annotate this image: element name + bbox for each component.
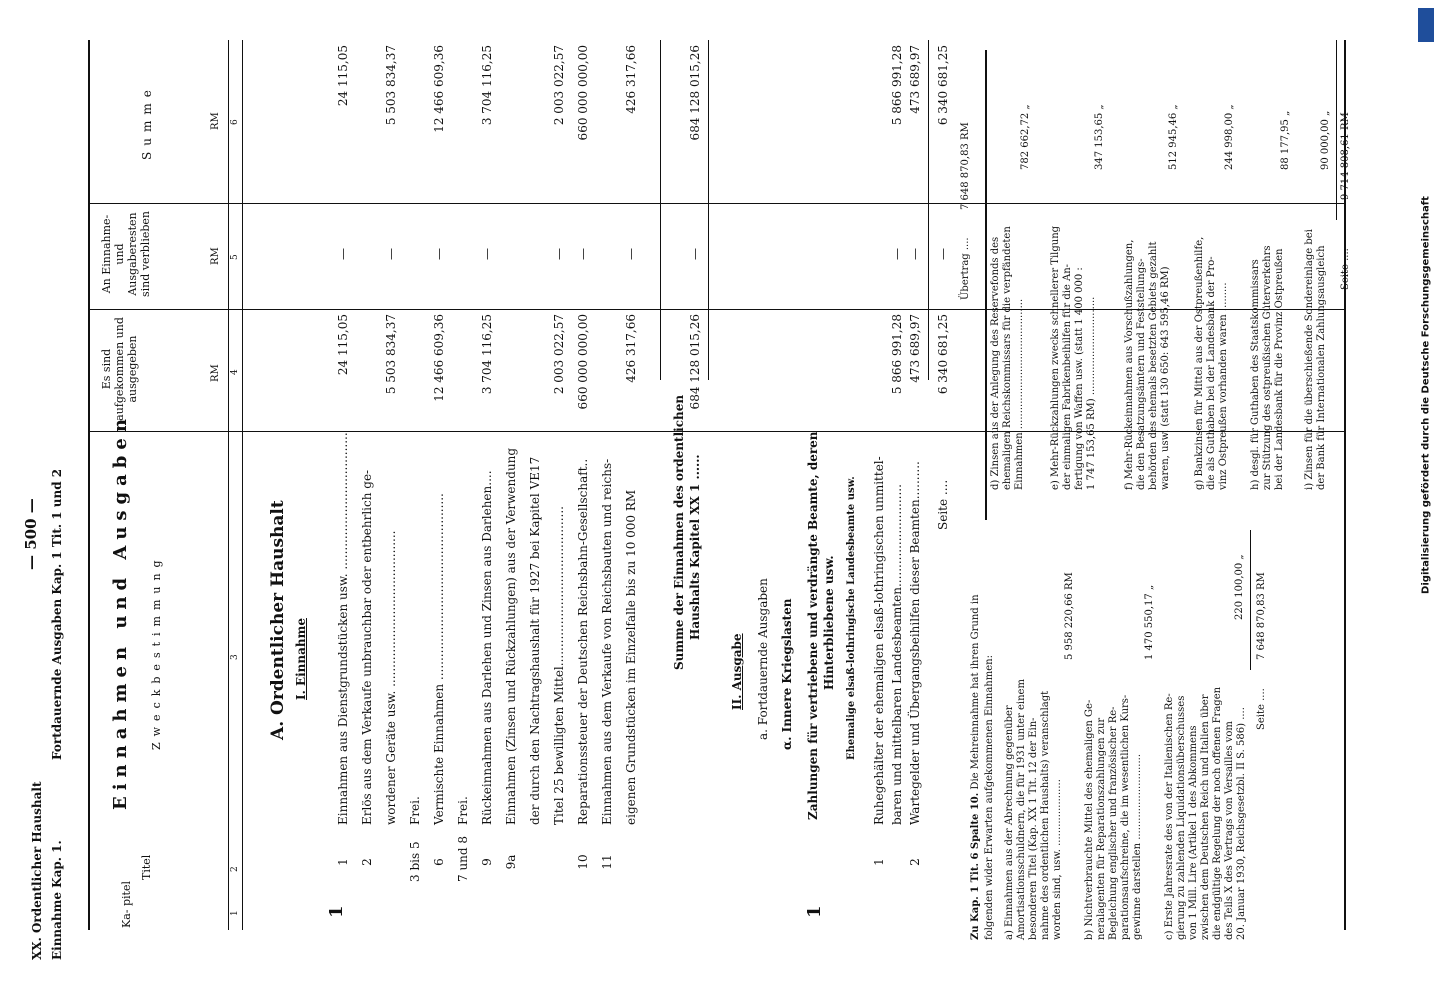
row-rest: — <box>480 248 494 260</box>
note-c-amount: 220 100,00 „ <box>1234 554 1245 620</box>
sum-rule-bottom <box>708 40 709 380</box>
seite-rule <box>928 40 929 380</box>
notes-title: Zu Kap. 1 Tit. 6 Spalte 10. <box>970 792 981 940</box>
row-titel: 1 <box>336 858 350 866</box>
row-amount: 24 115,05 <box>336 314 350 376</box>
row-sum: 5 866 991,28 <box>890 45 904 126</box>
note-line: der einmaligen Fabrikenbeihilfen für die An- <box>1062 263 1073 490</box>
note-line: neralagenten für Reparationszahlungen zur <box>1096 717 1107 940</box>
seite-rest: — <box>936 248 950 260</box>
row-text: Ruhegehälter der ehemaligen elsaß-lothringischen unmittel- <box>872 456 886 825</box>
dfg-logo <box>1418 8 1434 42</box>
uebertrag-label: Übertrag .... <box>960 237 971 300</box>
row-sum: 473 689,97 <box>908 45 922 114</box>
notes-top-rule <box>985 50 987 520</box>
row-amount: 473 689,97 <box>908 314 922 383</box>
note-line: Begleichung englischer und französischer Re- <box>1108 706 1119 940</box>
row-text: Frei. <box>456 796 470 825</box>
sum-label-2: Haushalts Kapitel XX 1 ...... <box>688 454 702 640</box>
sum-rest: — <box>688 248 702 260</box>
row-titel: 7 und 8 <box>456 835 470 882</box>
header-left-2: Einnahme Kap. 1. <box>50 840 64 960</box>
header-col4: Es sind aufgekommen und ausgegeben <box>100 317 139 421</box>
header-left-1: XX. Ordentlicher Haushalt <box>30 781 44 960</box>
kapitel-1-einnahme: 1 <box>326 905 347 918</box>
row-rest: — <box>624 248 638 260</box>
row-titel: 2 <box>908 858 922 866</box>
header-col5: An Einnahme- und Ausgaberesten sind verblieben <box>100 211 152 297</box>
colnum-2: 2 <box>230 866 240 872</box>
section-a-title: A. Ordentlicher Haushalt <box>268 500 288 740</box>
note-line: worden sind, usw. ..................... <box>1052 779 1063 940</box>
row-sum: 24 115,05 <box>336 45 350 107</box>
note-line: Amortisationsschuldnern, die für 1931 unter einem <box>1016 679 1027 940</box>
note-line: von 1 Mill. Lire (Artikel 1 des Abkommens <box>1188 725 1199 940</box>
row-amount: 3 704 116,25 <box>480 314 494 395</box>
row-sum: 3 704 116,25 <box>480 45 494 126</box>
row-amount: 5 866 991,28 <box>890 314 904 395</box>
unit-col4: RM <box>210 364 221 382</box>
note-line: c) Erste Jahresrate des von der Italienischen Re- <box>1164 693 1175 940</box>
note-g-amount: 244 998,00 „ <box>1224 104 1235 170</box>
note-line: g) Bankzinsen für Mittel aus der Ostpreußenhilfe, <box>1194 236 1205 490</box>
notes-intro-1: Die Mehreinnahme hat ihren Grund in <box>970 594 981 790</box>
seite-sum: 6 340 681,25 <box>936 45 950 126</box>
row-sum: 426 317,66 <box>624 45 638 114</box>
row-amount: 2 003 022,57 <box>552 314 566 395</box>
row-titel: 10 <box>576 854 590 870</box>
ehemalige-heading: Ehemalige elsaß-lothringische Landesbeamte usw. <box>846 476 857 760</box>
seite1-amount: 7 648 870,83 RM <box>1256 572 1267 660</box>
note-line: parationsaufschreine, die im wesentlichen Kurs- <box>1120 694 1131 940</box>
note-a-amount: 5 958 220,66 RM <box>1064 572 1075 660</box>
unit-col6: RM <box>210 112 221 130</box>
row-amount: 426 317,66 <box>624 314 638 383</box>
note-line: 20. Januar 1930, Reichsgesetzbl. II S. 586) .... <box>1236 707 1247 940</box>
colnum-3: 3 <box>230 654 240 660</box>
header-col6: Summe <box>140 84 154 160</box>
number-row-rule <box>242 40 243 930</box>
row-text: baren und mittelbaren Landesbeamten........................... <box>890 484 904 825</box>
note-line: behörden des ehemals besetzten Gebiets gezahlt <box>1148 241 1159 490</box>
row-text: Reparationssteuer der Deutschen Reichsbahn-Gesellschaft.. <box>576 458 590 825</box>
note-line: gewinne darstellen ........................... <box>1132 753 1143 940</box>
funding-notice: Digitalisierung gefördert durch die Deutsche Forschungsgemeinschaft <box>1420 196 1432 594</box>
note-d-amount: 782 662,72 „ <box>1020 104 1031 170</box>
row-text: Wartegelder und Übergangsbeihilfen dieser Beamten.......... <box>908 461 922 825</box>
fortdauernde-heading: a. Fortdauernde Ausgaben <box>756 578 770 740</box>
row-titel: 2 <box>360 858 374 866</box>
row-text: Rückeinnahmen aus Darlehen und Zinsen aus Darlehen.... <box>480 470 494 825</box>
row-rest: — <box>552 248 566 260</box>
sum-amt: 684 128 015,26 <box>688 314 702 410</box>
row-rest: — <box>908 248 922 260</box>
seite-label: Seite .... <box>936 479 950 530</box>
row-sum: 2 003 022,57 <box>552 45 566 126</box>
colnum-4: 4 <box>230 369 240 375</box>
note-line: a) Einnahmen aus der Abrechnung gegenüber <box>1004 705 1015 940</box>
header-title: Einnahmen und Ausgaben <box>110 413 131 810</box>
kriegslasten-heading: α. Innere Kriegslasten <box>780 598 794 750</box>
row-text: Einnahmen (Zinsen und Rückzahlungen) aus der Verwendung <box>504 447 518 825</box>
note-f-amount: 512 945,46 „ <box>1168 104 1179 170</box>
note-line: vinz Ostpreußen vorhanden waren ......... <box>1218 282 1229 490</box>
table-top-rule <box>88 40 90 930</box>
row-amount: 660 000 000,00 <box>576 314 590 410</box>
row-text: Erlös aus dem Verkaufe unbrauchbar oder entbehrlich ge- <box>360 469 374 825</box>
row-rest: — <box>890 248 904 260</box>
row-rest: — <box>384 248 398 260</box>
note-line: e) Mehr-Rückzahlungen zwecks schnellerer Tilgung <box>1050 225 1061 490</box>
row-titel: 6 <box>432 858 446 866</box>
note-b-amount: 1 470 550,17 „ <box>1144 584 1155 660</box>
row-text: Vermischte Einnahmen ................................................. <box>432 493 446 825</box>
seite2-label: Seite .... <box>1340 248 1351 290</box>
row-amount: 12 466 609,36 <box>432 314 446 402</box>
note-line: der Bank für Internationalen Zahlungsausgleich <box>1316 245 1327 490</box>
note-line: ehemaligen Reichskommissars für die verpfändeten <box>1002 226 1013 490</box>
note-line: b) Nichtverbrauchte Mittel des ehemaligen Ge- <box>1084 699 1095 940</box>
row-text: Titel 25 bewilligten Mittel.......................................... <box>552 506 566 825</box>
row-amount: 5 503 834,37 <box>384 314 398 395</box>
note-line: 1 747 153,65 RM) ............................... <box>1086 296 1097 490</box>
einnahme-heading: I. Einnahme <box>294 618 308 700</box>
note-line: i) Zinsen für die überschießende Sondereinlage bei <box>1304 229 1315 490</box>
note-line: die endgültige Regelung der noch offenen Fragen <box>1212 686 1223 940</box>
note-line: fertigung von Waffen usw. (statt 1 400 000 : <box>1074 267 1085 490</box>
uebertrag-amount: 7 648 870,83 RM <box>960 122 971 210</box>
header-center: Fortdauernde Ausgaben Kap. 1 Tit. 1 und 2 <box>50 468 64 760</box>
zahlungen-line-1: Zahlungen für vertriebene und verdrängte Beamte, deren <box>806 431 820 820</box>
row-titel: 1 <box>872 858 886 866</box>
row-sum: 660 000 000,00 <box>576 45 590 141</box>
kapitel-1-ausgabe: 1 <box>804 905 825 918</box>
note-rule-1 <box>1250 530 1251 670</box>
row-text: Frei. <box>408 796 422 825</box>
row-text: wordener Geräte usw. ......................................... <box>384 530 398 825</box>
row-text: Einnahmen aus Dienstgrundstücken usw. .................................... <box>336 432 350 825</box>
row-titel: 9 <box>480 858 494 866</box>
zahlungen-line-2: Hinterbliebene usw. <box>822 555 836 690</box>
note-line: f) Mehr-Rückeinnahmen aus Vorschußzahlungen, <box>1124 239 1135 490</box>
note-line: bei der Landesbank für die Provinz Ostpreußen <box>1274 248 1285 490</box>
colnum-6: 6 <box>230 119 240 125</box>
row-titel: 9a <box>504 854 518 870</box>
row-text: eigenen Grundstücken im Einzelfalle bis zu 10 000 RM <box>624 489 638 825</box>
row-text: Einnahmen aus dem Verkaufe von Reichsbauten und reichs- <box>600 458 614 825</box>
note-line: besonderen Titel (Kap. XX 1 Tit. 12 der Ein- <box>1028 717 1039 940</box>
note-line: gierung zu zahlenden Liquidationsüberschusses <box>1176 695 1187 940</box>
seite2-amount: 9 714 808,61 RM <box>1340 112 1351 200</box>
note-i-amount: 90 000,00 „ <box>1320 110 1331 170</box>
note-line: die den Besatzungsämtern und Feststellungs- <box>1136 258 1147 490</box>
row-rest: — <box>336 248 350 260</box>
note-line: die als Guthaben bei der Landesbank der Pro- <box>1206 256 1217 490</box>
notes-intro-2: folgenden wider Erwarten aufgekommenen Einnahmen: <box>984 655 995 940</box>
note-h-amount: 88 177,95 „ <box>1280 110 1291 170</box>
row-rest: — <box>432 248 446 260</box>
header-subtitle: Zweckbestimmung <box>150 554 163 750</box>
page-number: — 500 — <box>22 498 40 570</box>
note-line: des Teils X des Vertrags von Versailles vom <box>1224 721 1235 940</box>
note-line: zwischen dem Deutschen Reich und Italien über <box>1200 694 1211 940</box>
note-line: zur Stützung des ostpreußischen Güterverkehrs <box>1262 245 1273 490</box>
seite1-label: Seite .... <box>1256 688 1267 730</box>
note-line: h) desgl. für Guthaben des Staatskommissars <box>1250 259 1261 490</box>
row-text: der durch den Nachtragshaushalt für 1927 bei Kapitel VE17 <box>528 456 542 825</box>
note-line: nahme des ordentlichen Haushalts) veranschlagt <box>1040 690 1051 940</box>
col-sep-5-6 <box>88 203 1344 204</box>
sum-sum: 684 128 015,26 <box>688 45 702 141</box>
header-kapitel: Ka- pitel <box>120 881 133 928</box>
note-line: waren, usw. (statt 130 650: 643 595,46 RM) <box>1160 266 1171 490</box>
unit-col5: RM <box>210 247 221 265</box>
note-rule-2 <box>1336 40 1337 220</box>
row-sum: 12 466 609,36 <box>432 45 446 133</box>
colnum-5: 5 <box>230 254 240 260</box>
row-titel: 3 bis 5 <box>408 841 422 882</box>
header-titel: Titel <box>140 854 153 880</box>
header-bottom-rule <box>228 40 229 930</box>
seite-amt: 6 340 681,25 <box>936 314 950 395</box>
note-line: Einnahmen ......................................... <box>1014 298 1025 490</box>
row-titel: 11 <box>600 854 614 870</box>
ausgabe-heading: II. Ausgabe <box>730 633 744 710</box>
row-rest: — <box>576 248 590 260</box>
sum-label-1: Summe der Einnahmen des ordentlichen <box>672 394 686 670</box>
sum-rule-top <box>660 40 661 380</box>
row-sum: 5 503 834,37 <box>384 45 398 126</box>
colnum-1: 1 <box>230 910 240 916</box>
note-e-amount: 347 153,65 „ <box>1094 104 1105 170</box>
note-line: d) Zinsen aus der Anlegung des Reservefonds des <box>990 236 1001 490</box>
